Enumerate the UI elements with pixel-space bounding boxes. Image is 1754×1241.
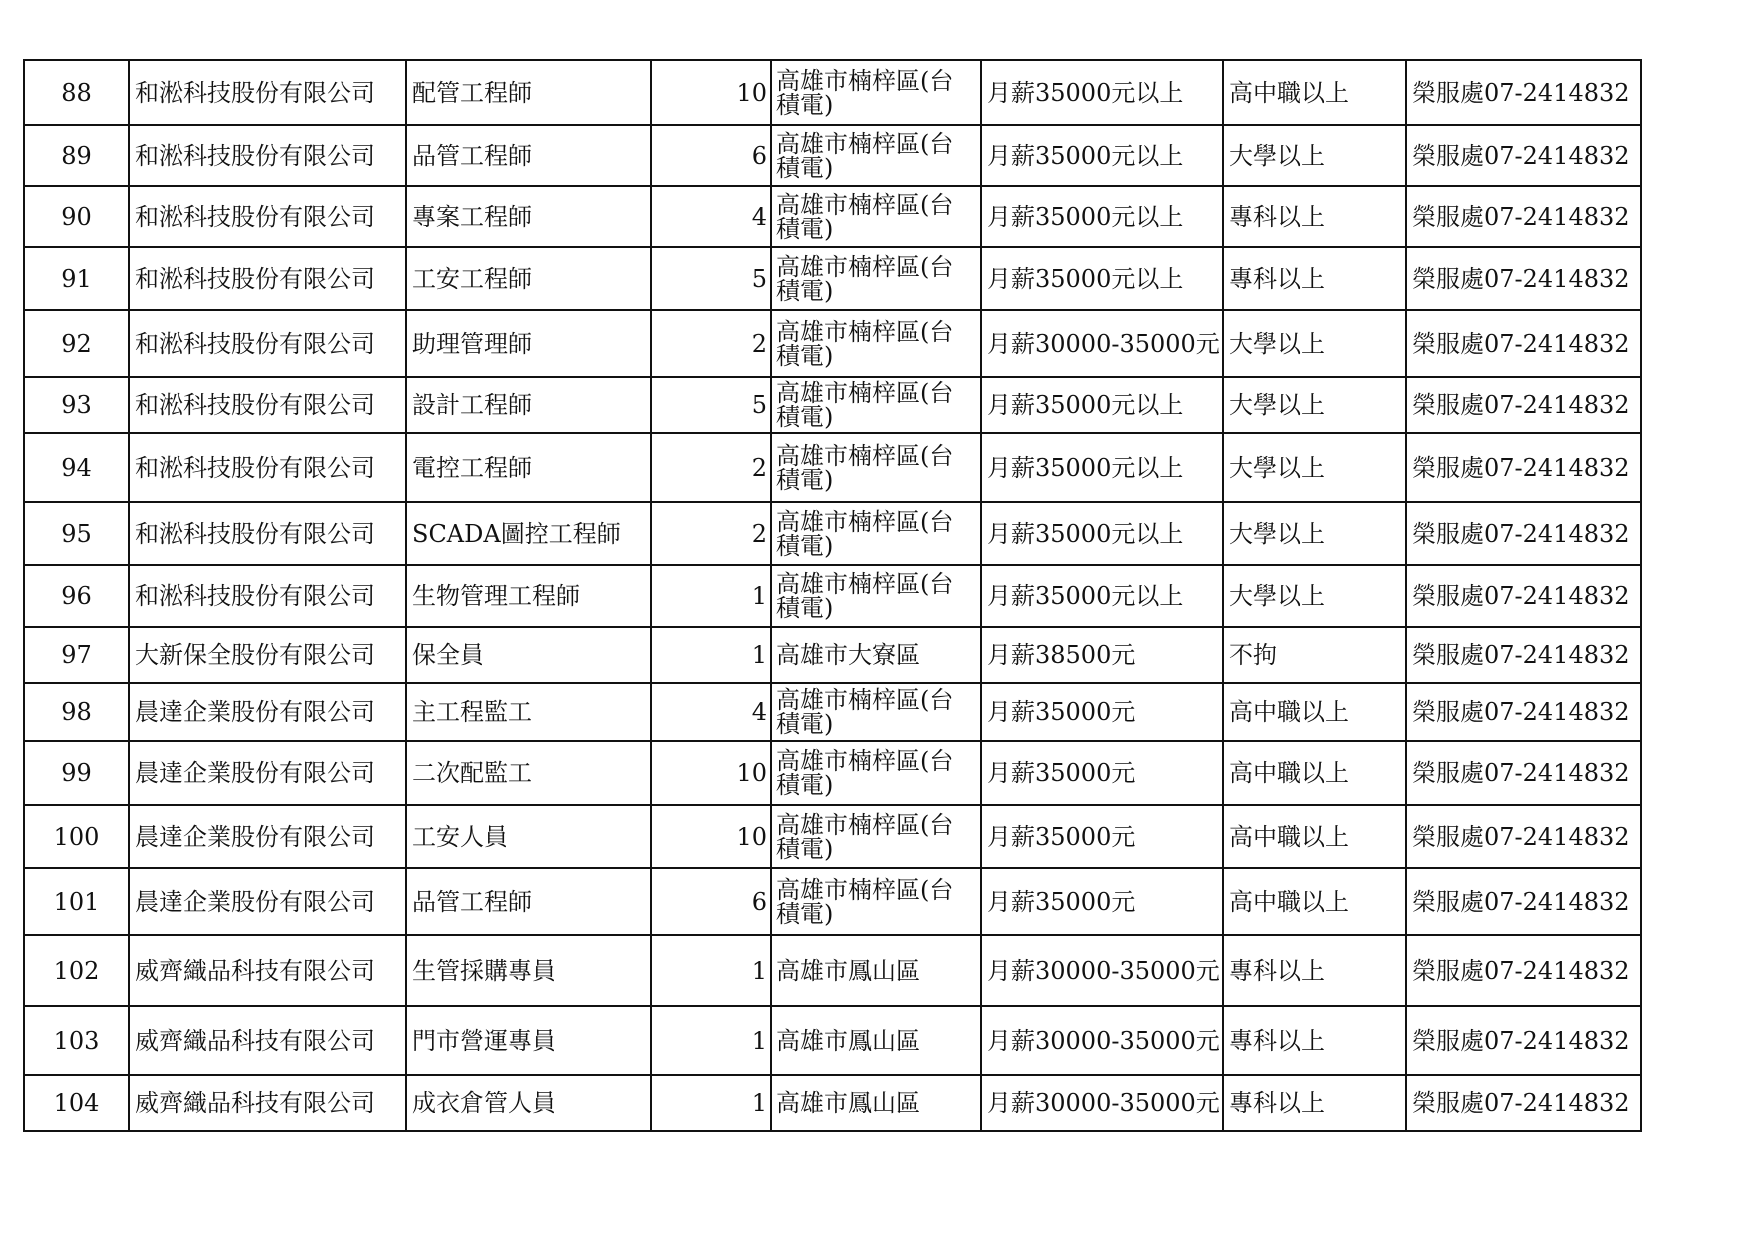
- company-cell: 晨達企業股份有限公司: [129, 683, 406, 741]
- contact-cell: 榮服處07-2414832: [1406, 186, 1641, 247]
- salary-cell: 月薪35000元以上: [981, 502, 1223, 565]
- job-listing-body: [24, 60, 1641, 1131]
- row-number-cell: 97: [24, 627, 129, 683]
- table-row: [24, 60, 1641, 125]
- headcount-cell: 5: [651, 377, 771, 433]
- contact-cell: 榮服處07-2414832: [1406, 433, 1641, 502]
- position-cell: SCADA圖控工程師: [406, 502, 651, 565]
- contact-cell: 榮服處07-2414832: [1406, 60, 1641, 125]
- location-cell: 高雄市楠梓區(台積電): [771, 377, 981, 433]
- education-cell: 專科以上: [1223, 935, 1406, 1006]
- company-cell: 威齊織品科技有限公司: [129, 935, 406, 1006]
- headcount-cell: 6: [651, 125, 771, 186]
- row-number-cell: 96: [24, 565, 129, 627]
- row-number-cell: 93: [24, 377, 129, 433]
- location-cell: 高雄市楠梓區(台積電): [771, 502, 981, 565]
- position-cell: 保全員: [406, 627, 651, 683]
- row-number-cell: 101: [24, 868, 129, 935]
- row-number-cell: 104: [24, 1075, 129, 1131]
- table-row: [24, 1075, 1641, 1131]
- row-number-cell: 92: [24, 310, 129, 377]
- contact-cell: 榮服處07-2414832: [1406, 377, 1641, 433]
- position-cell: 工安人員: [406, 805, 651, 868]
- salary-cell: 月薪30000-35000元: [981, 935, 1223, 1006]
- location-cell: 高雄市楠梓區(台積電): [771, 868, 981, 935]
- education-cell: 大學以上: [1223, 377, 1406, 433]
- row-number-cell: 103: [24, 1006, 129, 1075]
- headcount-cell: 1: [651, 935, 771, 1006]
- education-cell: 專科以上: [1223, 186, 1406, 247]
- position-cell: 電控工程師: [406, 433, 651, 502]
- table-row: [24, 935, 1641, 1006]
- location-cell: 高雄市鳳山區: [771, 1075, 981, 1131]
- salary-cell: 月薪35000元以上: [981, 377, 1223, 433]
- company-cell: 和淞科技股份有限公司: [129, 565, 406, 627]
- contact-cell: 榮服處07-2414832: [1406, 627, 1641, 683]
- position-cell: 門市營運專員: [406, 1006, 651, 1075]
- table-row: [24, 502, 1641, 565]
- row-number-cell: 90: [24, 186, 129, 247]
- row-number-cell: 98: [24, 683, 129, 741]
- table-row: [24, 805, 1641, 868]
- location-cell: 高雄市楠梓區(台積電): [771, 741, 981, 805]
- company-cell: 和淞科技股份有限公司: [129, 125, 406, 186]
- contact-cell: 榮服處07-2414832: [1406, 125, 1641, 186]
- contact-cell: 榮服處07-2414832: [1406, 1006, 1641, 1075]
- table-row: [24, 1006, 1641, 1075]
- headcount-cell: 1: [651, 1006, 771, 1075]
- headcount-cell: 10: [651, 741, 771, 805]
- company-cell: 和淞科技股份有限公司: [129, 377, 406, 433]
- table-row: [24, 565, 1641, 627]
- headcount-cell: 10: [651, 60, 771, 125]
- table-row: [24, 627, 1641, 683]
- table-row: [24, 433, 1641, 502]
- salary-cell: 月薪30000-35000元: [981, 1006, 1223, 1075]
- row-number-cell: 95: [24, 502, 129, 565]
- education-cell: 專科以上: [1223, 1006, 1406, 1075]
- row-number-cell: 91: [24, 247, 129, 310]
- location-cell: 高雄市楠梓區(台積電): [771, 805, 981, 868]
- location-cell: 高雄市大寮區: [771, 627, 981, 683]
- headcount-cell: 2: [651, 310, 771, 377]
- table-row: [24, 683, 1641, 741]
- location-cell: 高雄市楠梓區(台積電): [771, 433, 981, 502]
- position-cell: 設計工程師: [406, 377, 651, 433]
- position-cell: 品管工程師: [406, 125, 651, 186]
- education-cell: 大學以上: [1223, 433, 1406, 502]
- education-cell: 高中職以上: [1223, 683, 1406, 741]
- headcount-cell: 1: [651, 565, 771, 627]
- salary-cell: 月薪38500元: [981, 627, 1223, 683]
- row-number-cell: 99: [24, 741, 129, 805]
- table-row: [24, 186, 1641, 247]
- company-cell: 威齊織品科技有限公司: [129, 1075, 406, 1131]
- company-cell: 和淞科技股份有限公司: [129, 247, 406, 310]
- contact-cell: 榮服處07-2414832: [1406, 565, 1641, 627]
- headcount-cell: 2: [651, 433, 771, 502]
- location-cell: 高雄市楠梓區(台積電): [771, 565, 981, 627]
- location-cell: 高雄市楠梓區(台積電): [771, 310, 981, 377]
- headcount-cell: 1: [651, 1075, 771, 1131]
- contact-cell: 榮服處07-2414832: [1406, 868, 1641, 935]
- position-cell: 生管採購專員: [406, 935, 651, 1006]
- headcount-cell: 4: [651, 683, 771, 741]
- contact-cell: 榮服處07-2414832: [1406, 310, 1641, 377]
- education-cell: 大學以上: [1223, 565, 1406, 627]
- contact-cell: 榮服處07-2414832: [1406, 683, 1641, 741]
- education-cell: 專科以上: [1223, 1075, 1406, 1131]
- location-cell: 高雄市楠梓區(台積電): [771, 186, 981, 247]
- headcount-cell: 6: [651, 868, 771, 935]
- row-number-cell: 88: [24, 60, 129, 125]
- headcount-cell: 2: [651, 502, 771, 565]
- position-cell: 二次配監工: [406, 741, 651, 805]
- location-cell: 高雄市楠梓區(台積電): [771, 125, 981, 186]
- education-cell: 大學以上: [1223, 502, 1406, 565]
- salary-cell: 月薪35000元: [981, 868, 1223, 935]
- company-cell: 晨達企業股份有限公司: [129, 868, 406, 935]
- position-cell: 成衣倉管人員: [406, 1075, 651, 1131]
- salary-cell: 月薪35000元以上: [981, 565, 1223, 627]
- education-cell: 不拘: [1223, 627, 1406, 683]
- table-row: [24, 741, 1641, 805]
- location-cell: 高雄市鳳山區: [771, 935, 981, 1006]
- contact-cell: 榮服處07-2414832: [1406, 741, 1641, 805]
- education-cell: 專科以上: [1223, 247, 1406, 310]
- headcount-cell: 10: [651, 805, 771, 868]
- position-cell: 主工程監工: [406, 683, 651, 741]
- headcount-cell: 4: [651, 186, 771, 247]
- company-cell: 和淞科技股份有限公司: [129, 186, 406, 247]
- table-row: [24, 377, 1641, 433]
- row-number-cell: 94: [24, 433, 129, 502]
- position-cell: 工安工程師: [406, 247, 651, 310]
- salary-cell: 月薪35000元以上: [981, 247, 1223, 310]
- company-cell: 和淞科技股份有限公司: [129, 433, 406, 502]
- salary-cell: 月薪35000元以上: [981, 125, 1223, 186]
- position-cell: 專案工程師: [406, 186, 651, 247]
- salary-cell: 月薪35000元以上: [981, 60, 1223, 125]
- table-row: [24, 310, 1641, 377]
- education-cell: 大學以上: [1223, 310, 1406, 377]
- salary-cell: 月薪35000元以上: [981, 186, 1223, 247]
- salary-cell: 月薪30000-35000元: [981, 310, 1223, 377]
- headcount-cell: 1: [651, 627, 771, 683]
- table-row: [24, 868, 1641, 935]
- company-cell: 大新保全股份有限公司: [129, 627, 406, 683]
- education-cell: 高中職以上: [1223, 805, 1406, 868]
- row-number-cell: 100: [24, 805, 129, 868]
- headcount-cell: 5: [651, 247, 771, 310]
- company-cell: 晨達企業股份有限公司: [129, 741, 406, 805]
- education-cell: 高中職以上: [1223, 60, 1406, 125]
- company-cell: 晨達企業股份有限公司: [129, 805, 406, 868]
- row-number-cell: 89: [24, 125, 129, 186]
- location-cell: 高雄市楠梓區(台積電): [771, 60, 981, 125]
- salary-cell: 月薪35000元: [981, 683, 1223, 741]
- education-cell: 高中職以上: [1223, 741, 1406, 805]
- company-cell: 和淞科技股份有限公司: [129, 502, 406, 565]
- education-cell: 高中職以上: [1223, 868, 1406, 935]
- company-cell: 威齊織品科技有限公司: [129, 1006, 406, 1075]
- salary-cell: 月薪35000元以上: [981, 433, 1223, 502]
- location-cell: 高雄市楠梓區(台積電): [771, 247, 981, 310]
- company-cell: 和淞科技股份有限公司: [129, 60, 406, 125]
- salary-cell: 月薪35000元: [981, 741, 1223, 805]
- row-number-cell: 102: [24, 935, 129, 1006]
- company-cell: 和淞科技股份有限公司: [129, 310, 406, 377]
- contact-cell: 榮服處07-2414832: [1406, 502, 1641, 565]
- table-row: [24, 247, 1641, 310]
- contact-cell: 榮服處07-2414832: [1406, 805, 1641, 868]
- contact-cell: 榮服處07-2414832: [1406, 935, 1641, 1006]
- position-cell: 生物管理工程師: [406, 565, 651, 627]
- job-listing-table: [23, 59, 1642, 1132]
- education-cell: 大學以上: [1223, 125, 1406, 186]
- salary-cell: 月薪35000元: [981, 805, 1223, 868]
- position-cell: 配管工程師: [406, 60, 651, 125]
- location-cell: 高雄市鳳山區: [771, 1006, 981, 1075]
- contact-cell: 榮服處07-2414832: [1406, 1075, 1641, 1131]
- location-cell: 高雄市楠梓區(台積電): [771, 683, 981, 741]
- position-cell: 品管工程師: [406, 868, 651, 935]
- position-cell: 助理管理師: [406, 310, 651, 377]
- table-row: [24, 125, 1641, 186]
- contact-cell: 榮服處07-2414832: [1406, 247, 1641, 310]
- salary-cell: 月薪30000-35000元: [981, 1075, 1223, 1131]
